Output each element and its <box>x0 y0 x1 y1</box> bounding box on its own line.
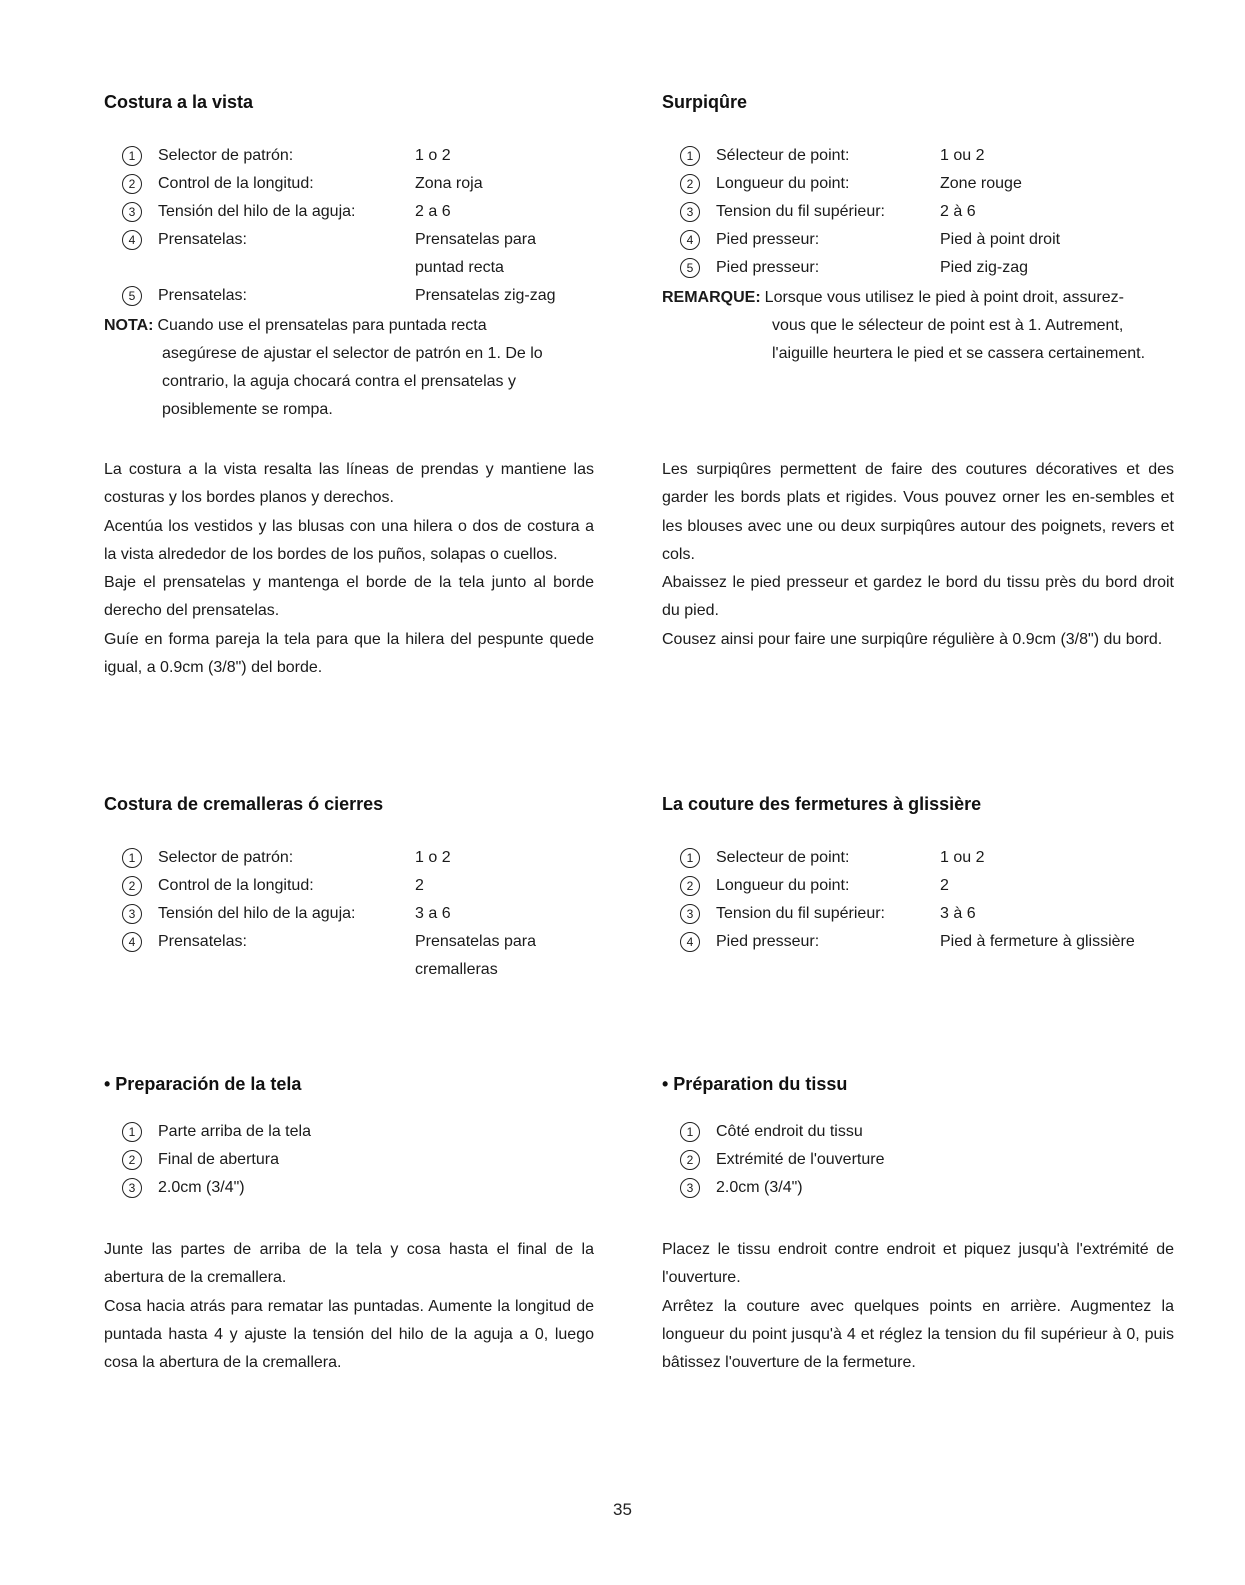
number-circle-icon: 3 <box>680 202 700 222</box>
setting-label: Côté endroit du tissu <box>716 1123 863 1140</box>
note-line: posiblemente se rompa. <box>162 401 333 418</box>
setting-value <box>415 198 451 226</box>
number-circle-icon: 2 <box>680 876 700 896</box>
number-circle-icon: 2 <box>680 1150 700 1170</box>
setting-value <box>415 928 536 984</box>
setting-label: Pied presseur: <box>716 933 820 950</box>
setting-label: Prensatelas: <box>158 933 247 950</box>
setting-row <box>662 226 1182 254</box>
setting-value <box>415 142 451 170</box>
paragraph: Cousez ainsi pour faire une surpiqûre régulière à 0.9cm (3/8") du bord. <box>662 630 1163 648</box>
section-costura-vista-text <box>104 456 594 682</box>
setting-value <box>415 844 451 872</box>
setting-value <box>415 226 536 282</box>
paragraphs <box>662 1236 1174 1377</box>
setting-value-line: Zona roja <box>415 175 483 192</box>
note-line: Cuando use el prensatelas para puntada recta <box>157 317 487 334</box>
section-surpiqure-text <box>662 456 1174 654</box>
setting-label: Control de la longitud: <box>158 175 314 192</box>
setting-value-line: 3 a 6 <box>415 905 451 922</box>
setting-value <box>940 170 1022 198</box>
setting-value-line: 1 o 2 <box>415 849 451 866</box>
note-line: l'aiguille heurtera le pied et se cassera certainement. <box>772 345 1146 362</box>
number-circle-icon: 2 <box>122 174 142 194</box>
setting-row <box>662 170 1182 198</box>
paragraphs <box>104 456 594 682</box>
setting-row <box>104 1174 624 1202</box>
setting-row <box>662 198 1182 226</box>
setting-label: 2.0cm (3/4") <box>158 1179 245 1196</box>
paragraph: Baje el prensatelas y mantenga el borde de la tela junto al borde derecho del prensatelas. <box>104 574 594 620</box>
setting-row <box>104 844 624 872</box>
paragraphs <box>662 456 1174 654</box>
number-circle-icon: 3 <box>122 904 142 924</box>
setting-value-line: Prensatelas para <box>415 933 536 950</box>
number-circle-icon: 3 <box>122 1178 142 1198</box>
setting-row <box>662 1146 1182 1174</box>
setting-value <box>940 928 1135 956</box>
setting-value <box>415 170 483 198</box>
setting-value-line: Prensatelas zig-zag <box>415 287 556 304</box>
setting-row <box>104 282 624 310</box>
section-heading: La couture des fermetures à glissière <box>662 794 982 814</box>
section-fermetures <box>662 792 1182 956</box>
setting-label: Tension du fil supérieur: <box>716 905 885 922</box>
setting-label: Selector de patrón: <box>158 147 294 164</box>
setting-value-line: 1 o 2 <box>415 147 451 164</box>
note <box>104 312 624 424</box>
note-line: vous que le sélecteur de point est à 1. Autrement, <box>772 317 1124 334</box>
section-surpiqure <box>662 90 1182 368</box>
setting-value-line: 2 a 6 <box>415 203 451 220</box>
number-circle-icon: 4 <box>680 932 700 952</box>
paragraph: Abaissez le pied presseur et gardez le bord du tissu près du bord droit du pied. <box>662 574 1174 620</box>
setting-row <box>662 928 1182 956</box>
setting-label: Prensatelas: <box>158 287 247 304</box>
paragraph: Les surpiqûres permettent de faire des coutures décoratives et des garder les bords plats et rigides. Vous pouvez orner les en-sembles et les blouses avec une ou deux surpiqûres autour des poignets, revers et cols. <box>662 461 1174 563</box>
paragraph: Arrêtez la couture avec quelques points en arrière. Augmentez la longueur du point jusqu'à 4 et réglez la tension du fil supérieur à 0, puis bâtissez l'ouverture de la fermeture. <box>662 1297 1174 1372</box>
setting-row <box>662 900 1182 928</box>
paragraph: Placez le tissu endroit contre endroit et piquez jusqu'à l'extrémité de l'ouverture. <box>662 1241 1174 1287</box>
section-costura-vista <box>104 90 624 424</box>
page-number: 35 <box>613 1500 632 1519</box>
setting-label: Tension du fil supérieur: <box>716 203 885 220</box>
setting-row <box>662 1118 1182 1146</box>
setting-value <box>940 900 976 928</box>
note-line: contrario, la aguja chocará contra el prensatelas y <box>162 373 516 390</box>
number-circle-icon: 3 <box>122 202 142 222</box>
setting-value-line: puntad recta <box>415 259 504 276</box>
paragraph: La costura a la vista resalta las líneas de prendas y mantiene las costuras y los bordes planos y derechos. <box>104 461 594 507</box>
section-preparacion-tela <box>104 1072 624 1202</box>
setting-label: Longueur du point: <box>716 175 850 192</box>
setting-value <box>940 254 1028 282</box>
setting-value <box>940 226 1060 254</box>
setting-value-line: 1 ou 2 <box>940 849 985 866</box>
setting-row <box>104 900 624 928</box>
number-circle-icon: 1 <box>680 1122 700 1142</box>
number-circle-icon: 1 <box>680 146 700 166</box>
setting-row <box>104 872 624 900</box>
section-heading: • Préparation du tissu <box>662 1074 848 1094</box>
number-circle-icon: 1 <box>122 146 142 166</box>
setting-value-line: cremalleras <box>415 961 498 978</box>
note-line: Lorsque vous utilisez le pied à point droit, assurez- <box>764 289 1124 306</box>
setting-label: Pied presseur: <box>716 231 820 248</box>
setting-label: Pied presseur: <box>716 259 820 276</box>
setting-value-line: 2 <box>940 877 949 894</box>
paragraph: Cosa hacia atrás para rematar las puntadas. Aumente la longitud de puntada hasta 4 y ajuste la tensión del hilo de la aguja a 0, luego cosa la abertura de la cremallera. <box>104 1297 594 1372</box>
setting-label: Longueur du point: <box>716 877 850 894</box>
number-circle-icon: 1 <box>122 848 142 868</box>
number-circle-icon: 1 <box>680 848 700 868</box>
setting-row <box>662 142 1182 170</box>
note <box>662 284 1182 368</box>
settings-list <box>104 1118 624 1202</box>
number-circle-icon: 2 <box>122 1150 142 1170</box>
setting-value <box>940 142 984 170</box>
number-circle-icon: 5 <box>122 286 142 306</box>
setting-row <box>104 1118 624 1146</box>
setting-value-line: 3 à 6 <box>940 905 976 922</box>
section-cremalleras <box>104 792 624 984</box>
setting-value <box>940 198 976 226</box>
note-line: asegúrese de ajustar el selector de patrón en 1. De lo <box>162 345 543 362</box>
number-circle-icon: 1 <box>122 1122 142 1142</box>
setting-row <box>662 254 1182 282</box>
setting-label: Extrémité de l'ouverture <box>716 1151 885 1168</box>
setting-value-line: Pied à point droit <box>940 231 1061 248</box>
settings-list <box>662 844 1182 956</box>
section-heading: Costura a la vista <box>104 92 254 112</box>
settings-list <box>662 1118 1182 1202</box>
setting-value-line: Pied zig-zag <box>940 259 1029 276</box>
setting-row <box>104 1146 624 1174</box>
number-circle-icon: 3 <box>680 904 700 924</box>
settings-list <box>104 844 624 978</box>
paragraph: Acentúa los vestidos y las blusas con una hilera o dos de costura a la vista alrededor de los bordes de los puños, solapas o cuellos. <box>104 517 594 563</box>
section-preparacion-text <box>104 1236 594 1377</box>
number-circle-icon: 4 <box>122 932 142 952</box>
setting-row <box>662 844 1182 872</box>
setting-row <box>104 170 624 198</box>
setting-row <box>104 928 624 978</box>
setting-value <box>940 844 984 872</box>
paragraphs <box>104 1236 594 1377</box>
setting-value-line: 1 ou 2 <box>940 147 985 164</box>
number-circle-icon: 5 <box>680 258 700 278</box>
section-heading: Costura de cremalleras ó cierres <box>104 794 384 814</box>
setting-label: Control de la longitud: <box>158 877 314 894</box>
setting-row <box>662 1174 1182 1202</box>
setting-label: 2.0cm (3/4") <box>716 1179 803 1196</box>
setting-row <box>104 142 624 170</box>
setting-label: Tensión del hilo de la aguja: <box>158 905 356 922</box>
setting-value-line: 2 <box>415 877 424 894</box>
setting-value <box>415 282 556 310</box>
setting-value-line: Pied à fermeture à glissière <box>940 933 1135 950</box>
number-circle-icon: 2 <box>122 876 142 896</box>
section-heading: • Preparación de la tela <box>104 1074 302 1094</box>
setting-value <box>415 900 451 928</box>
setting-label: Sélecteur de point: <box>716 147 850 164</box>
setting-label: Final de abertura <box>158 1151 279 1168</box>
setting-row <box>104 226 624 276</box>
setting-label: Tensión del hilo de la aguja: <box>158 203 356 220</box>
paragraph: Guíe en forma pareja la tela para que la hilera del pespunte quede igual, a 0.9cm (3/8") del borde. <box>104 630 594 677</box>
paragraph: Junte las partes de arriba de la tela y cosa hasta el final de la abertura de la cremallera. <box>104 1241 594 1287</box>
note-tag: NOTA: <box>104 317 154 334</box>
settings-list <box>662 142 1182 282</box>
setting-value-line: Prensatelas para <box>415 231 536 248</box>
section-heading: Surpiqûre <box>662 92 748 112</box>
note-tag: REMARQUE: <box>662 289 761 306</box>
number-circle-icon: 3 <box>680 1178 700 1198</box>
section-preparation-tissu <box>662 1072 1182 1202</box>
setting-label: Parte arriba de la tela <box>158 1123 311 1140</box>
setting-label: Selector de patrón: <box>158 849 294 866</box>
number-circle-icon: 2 <box>680 174 700 194</box>
number-circle-icon: 4 <box>122 230 142 250</box>
setting-label: Selecteur de point: <box>716 849 850 866</box>
setting-value <box>415 872 424 900</box>
settings-list <box>104 142 624 310</box>
setting-row <box>662 872 1182 900</box>
section-preparation-text <box>662 1236 1174 1377</box>
setting-value-line: 2 à 6 <box>940 203 976 220</box>
setting-label: Prensatelas: <box>158 231 247 248</box>
setting-value <box>940 872 949 900</box>
number-circle-icon: 4 <box>680 230 700 250</box>
setting-row <box>104 198 624 226</box>
setting-value-line: Zone rouge <box>940 175 1022 192</box>
